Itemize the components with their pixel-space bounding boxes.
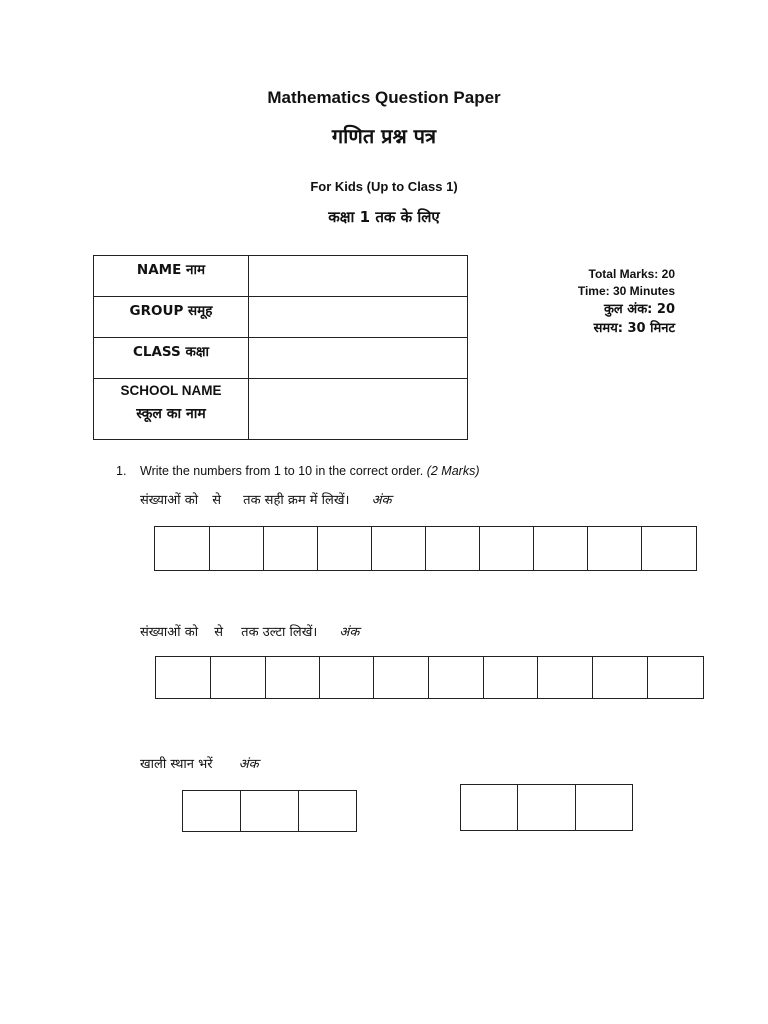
school-field[interactable] bbox=[249, 379, 468, 440]
blank-box[interactable] bbox=[241, 790, 299, 832]
question-marks: (2 Marks) bbox=[426, 464, 480, 478]
answer-box[interactable] bbox=[320, 656, 374, 699]
fill-blanks-group-left bbox=[182, 790, 357, 832]
answer-box[interactable] bbox=[429, 656, 484, 699]
blank-box[interactable] bbox=[183, 790, 241, 832]
instruction-line-2 bbox=[140, 622, 359, 640]
answer-box[interactable] bbox=[211, 656, 266, 699]
school-row bbox=[94, 379, 468, 440]
total-marks-english: Total Marks: 20 bbox=[588, 267, 675, 281]
answer-box[interactable] bbox=[372, 526, 426, 571]
group-row bbox=[94, 297, 468, 338]
answer-box[interactable] bbox=[484, 656, 538, 699]
line2-part-b: से bbox=[214, 625, 224, 640]
answer-box[interactable] bbox=[266, 656, 320, 699]
answer-box[interactable] bbox=[374, 656, 429, 699]
answer-grid-descending bbox=[155, 656, 704, 699]
school-label-hindi: स्कूल का नाम bbox=[136, 406, 206, 422]
class-row bbox=[94, 338, 468, 379]
name-field[interactable] bbox=[249, 256, 468, 297]
student-info-table bbox=[93, 255, 468, 440]
answer-box[interactable] bbox=[588, 526, 642, 571]
answer-box[interactable] bbox=[210, 526, 264, 571]
time-hindi: समय: 30 मिनट bbox=[593, 321, 675, 336]
answer-box[interactable] bbox=[593, 656, 648, 699]
answer-box[interactable] bbox=[264, 526, 318, 571]
answer-box[interactable] bbox=[534, 526, 588, 571]
line1-part-a: संख्याओं को bbox=[140, 493, 199, 508]
line2-part-a: संख्याओं को bbox=[140, 625, 199, 640]
fill-blanks-group-right bbox=[460, 784, 633, 831]
answer-box[interactable] bbox=[426, 526, 480, 571]
blank-box[interactable] bbox=[576, 784, 633, 831]
line1-marks: अंक bbox=[371, 493, 392, 508]
blank-box[interactable] bbox=[299, 790, 357, 832]
answer-box[interactable] bbox=[648, 656, 704, 699]
paper-title-english: Mathematics Question Paper bbox=[267, 88, 501, 107]
answer-box[interactable] bbox=[642, 526, 697, 571]
total-marks-hindi: कुल अंक: 20 bbox=[603, 302, 675, 317]
paper-subtitle-english: For Kids (Up to Class 1) bbox=[310, 179, 458, 194]
blank-box[interactable] bbox=[518, 784, 576, 831]
name-row bbox=[94, 256, 468, 297]
answer-box[interactable] bbox=[318, 526, 372, 571]
instruction-line-1 bbox=[140, 490, 391, 508]
question-text-main: Write the numbers from 1 to 10 in the correct order. bbox=[140, 464, 424, 478]
blank-box[interactable] bbox=[461, 784, 518, 831]
class-label: CLASS कक्षा bbox=[94, 338, 249, 379]
question-text bbox=[140, 464, 480, 478]
line3-part-a: खाली स्थान भरें bbox=[140, 757, 213, 772]
answer-box[interactable] bbox=[480, 526, 534, 571]
group-label: GROUP समूह bbox=[94, 297, 249, 338]
paper-title-hindi: गणित प्रश्न पत्र bbox=[331, 124, 437, 148]
name-label: NAME नाम bbox=[94, 256, 249, 297]
answer-grid-ascending bbox=[154, 526, 698, 571]
school-label-english: SCHOOL NAME bbox=[120, 383, 222, 398]
school-label bbox=[94, 379, 249, 440]
line2-part-c: तक उल्टा लिखें। bbox=[241, 625, 318, 640]
marks-block bbox=[578, 266, 675, 338]
group-field[interactable] bbox=[249, 297, 468, 338]
answer-box[interactable] bbox=[156, 656, 211, 699]
line1-part-c: तक सही क्रम में लिखें। bbox=[243, 493, 350, 508]
time-english: Time: 30 Minutes bbox=[577, 284, 675, 298]
line3-marks: अंक bbox=[238, 757, 259, 772]
paper-subtitle-hindi: कक्षा 1 तक के लिए bbox=[328, 208, 440, 226]
question-number: 1. bbox=[116, 464, 127, 478]
class-field[interactable] bbox=[249, 338, 468, 379]
answer-box[interactable] bbox=[155, 526, 210, 571]
answer-box[interactable] bbox=[538, 656, 593, 699]
line1-part-b: से bbox=[212, 493, 222, 508]
instruction-line-3 bbox=[140, 754, 259, 772]
line2-marks: अंक bbox=[339, 625, 360, 640]
